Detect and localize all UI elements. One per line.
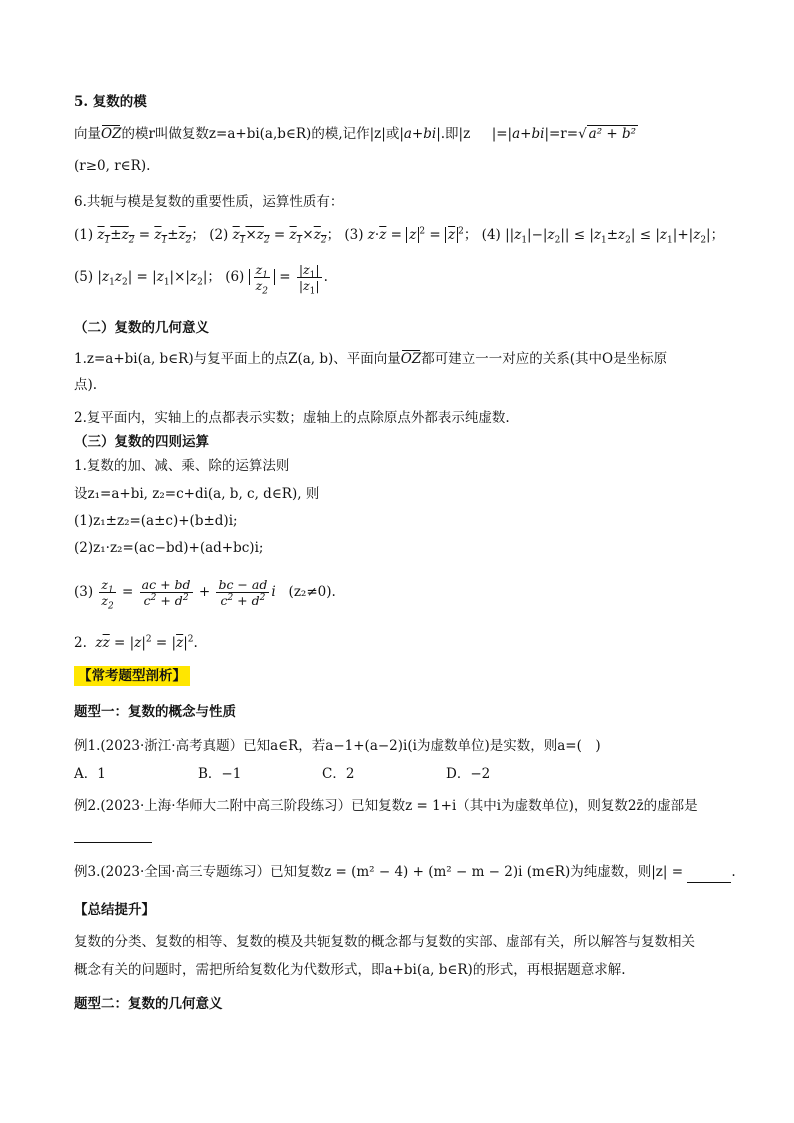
summary-line-2: 概念有关的问题时，需把所给复数化为代数形式，即a+bi(a, b∈R)的形式，再根据题意求解.: [74, 962, 626, 978]
example-2-blank: [74, 822, 152, 843]
operations-line-1: 1.复数的加、减、乘、除的运算法则: [74, 458, 290, 474]
section-tag: 【常考题型剖析】: [74, 666, 190, 686]
example-2: 例2.(2023·上海·华师大二附中高三阶段练习）已知复数z = 1+i（其中i为虚数单位)，则复数2z̄的虚部是: [74, 798, 698, 814]
example-3: 例3.(2023·全国·高三专题练习）已知复数z = (m² − 4) + (m² − m − 2)i (m∈R)为纯虚数，则|z| = .: [74, 862, 736, 883]
option-c: C．2: [322, 766, 355, 782]
operations-line-3: (1)z₁±z₂=(a±c)+(b±d)i;: [74, 513, 238, 529]
operations-line-6: 2. $z\overline{z} = |z|^2 = |\overline{z}|^2$.: [74, 634, 198, 651]
type-2-heading: 题型二：复数的几何意义: [74, 996, 223, 1012]
geometric-line-1b: 点).: [74, 377, 98, 393]
geometric-line-1: 1.z=a+bi(a, b∈R)与复平面上的点Z(a, b)、平面向量OZ都可建立一一对应的关系(其中O是坐标原: [74, 351, 668, 367]
summary-line-1: 复数的分类、复数的相等、复数的模及共轭复数的概念都与复数的实部、虚部有关，所以解答与复数相关: [74, 934, 695, 950]
summary-heading: 【总结提升】: [74, 902, 155, 918]
properties-line-1: (1) $z_1\pm z_2 = z_1\pm z_2$； (2) $z_1\times z_2 = z_1\times z_2$； (3) $z\cdot\overline{z} = z$ $^2 = \overline{z}$ $^2$； (4) $||z_1|-|z_2|| \le |z_1\pm z_2| \le |z_1|+|z_2|$；: [74, 226, 725, 246]
sqrt-expression: √ a² + b²: [578, 126, 637, 142]
operations-line-2: 设z₁=a+bi, z₂=c+di(a, b, c, d∈R), 则: [74, 486, 320, 502]
option-d: D．−2: [446, 766, 491, 782]
option-b: B．−1: [198, 766, 242, 782]
operations-line-4: (2)z₁·z₂=(ac−bd)+(ad+bc)i;: [74, 540, 264, 556]
geometric-heading: （二）复数的几何意义: [74, 320, 209, 336]
section-5-title: 5. 复数的模: [74, 94, 147, 110]
operations-heading: （三）复数的四则运算: [74, 434, 209, 450]
section-6-title: 6.共轭与模是复数的重要性质，运算性质有：: [74, 194, 344, 210]
geometric-line-2: 2.复平面内，实轴上的点都表示实数；虚轴上的点除原点外都表示纯虚数.: [74, 410, 510, 426]
type-1-heading: 题型一：复数的概念与性质: [74, 704, 236, 720]
modulus-condition: (r≥0, r∈R).: [74, 158, 151, 174]
properties-line-2: (5) $|z_1z_2| = |z_1|\times|z_2|$； (6) $\frac{z_1}{z_2}$ = $\frac{|z_1|}{|z_1|}$ .: [74, 262, 328, 297]
division-formula: (3) $\frac{z_1}{z_2}$ = $\frac{ac + bd}{c^2 + d^2}$ + $\frac{bc - ad}{c^2 + d^2}$ i (z₂≠0).: [74, 577, 336, 612]
example-1-options: [74, 764, 570, 784]
option-a: A．1: [74, 766, 106, 782]
vector-oz-2: OZ: [400, 351, 422, 367]
modulus-definition: 向量OZ的模r叫做复数z=a+bi(a,b∈R)的模,记作|z|或|a+bi|.即|z |=|a+bi|=r=√ a² + b²: [74, 126, 637, 142]
vector-oz: OZ: [101, 126, 122, 142]
example-1: 例1.(2023·浙江·高考真题）已知a∈R，若a−1+(a−2)i(i为虚数单位)是实数，则a=( ): [74, 738, 601, 754]
